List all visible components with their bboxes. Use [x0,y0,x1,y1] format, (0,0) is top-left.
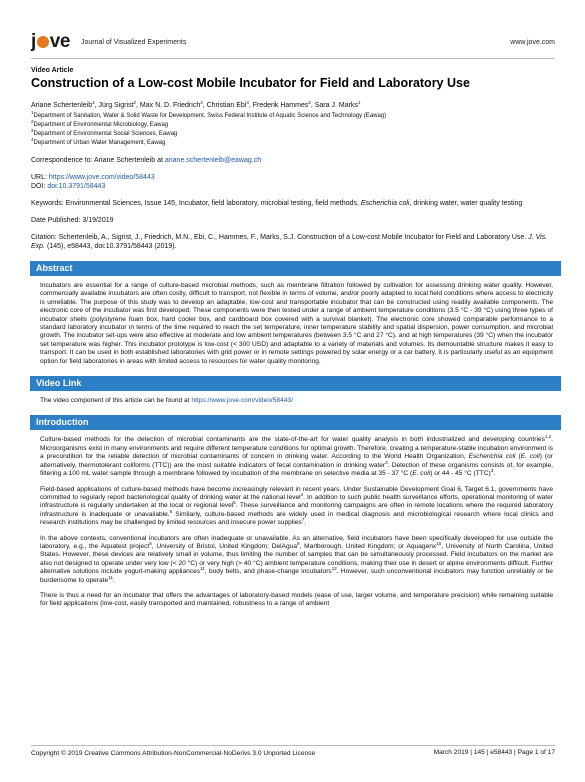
affiliation [31,130,555,139]
affiliation-sup: 3 [31,128,34,133]
journal-name: Journal of Visualized Experiments [81,39,187,46]
video-url-link[interactable]: https://www.jove.com/video/58443/ [191,397,293,405]
author-sup: 2 [308,100,311,105]
affiliation-sup: 4 [31,137,34,142]
page-info: March 2019 | 145 | e58443 | Page 1 of 17 [433,749,555,756]
video-link-label: The video component of this article can be found at [40,397,190,405]
video-link-body [31,397,555,405]
abstract-heading: Abstract [30,261,561,276]
article-url-link[interactable]: https://www.jove.com/video/58443 [48,174,155,181]
abstract-body [31,282,555,366]
keywords-text-end: , drinking water, water quality testing [409,200,523,207]
citation-text-end: (145), e58443, doi:10.3791/58443 (2019). [46,243,177,250]
article-title: Construction of a Low-cost Mobile Incubator for Field and Laboratory Use [31,76,470,90]
introduction-heading: Introduction [30,415,561,430]
logo-dot-icon [37,36,49,48]
author-sup: 3 [200,100,203,105]
site-url[interactable]: www.jove.com [510,39,555,46]
article-content [31,66,555,616]
keywords-label: Keywords: [31,200,64,207]
url-line [31,173,555,182]
affiliation [31,139,555,148]
introduction-body [31,436,555,608]
date-published: Date Published: 3/19/2019 [31,217,114,224]
author-sup: 1 [357,100,361,105]
author-sup: 1 [92,100,95,105]
video-link-text [40,397,553,405]
author-name: Max N. D. Friedrich [139,102,201,109]
author-name: Christian Ebi [206,102,247,109]
intro-paragraph-3: In the above contexts, conventional incubators are often inadequate or unavailable. As an alternative, field incubators have been specifically developed for use outside the laboratory, e.g., the Aquatest project$^8$, University of Bristol, United Kingdom; DelAgua$^9$, Marlborough, United Kingdom; or Aquagenx$^{10}$, University of North Carolina, United States. However, these devices are relatively small in volume, thus limiting the number of samples that can be simultaneously processed. Field incubators on the market are also not designed to operate under very low (< 20 °C) or very high (> 40 °C) ambient temperature conditions, making their use in desert or alpine environments difficult. Further alternative solutions include yogurt-making appliances$^{11}$, body belts, and phase-change incubators$^{12}$. However, such unconventional incubators may function unreliably or be burdensome to operate$^{11}$. [40,534,553,584]
author-name: Sara J. Marks [314,102,358,109]
intro-paragraph-2: Field-based applications of culture-based methods have become increasingly relevant in recent years. Under Sustainable Development Goal 6, Target 6.1, governments have committed to regularly report bacteriological quality of drinking water at the national level$^4$. In addition to such public health surveillance efforts, operational monitoring of water infrastructure is regularly undertaken at the local or regional level$^5$. These surveillance and monitoring campaigns are often in remote locations where the required laboratory infrastructure is inadequate or unavailable.$^6$ Similarly, culture-based methods are widely used in medical diagnosis and microbiological research where local clinics and research institutions may be challenged by limited resources and insecure power supplies$^7$. [40,485,553,527]
intro-paragraph-4: There is thus a need for an incubator that offers the advantages of laboratory-based models (ease of use, larger volume, and temperature precision) while remaining suitable for field applications (low-cost, easily transported and maintained, robustness to a range of ambient [40,591,553,608]
keywords-text: Environmental Sciences, Issue 145, Incubator, field laboratory, microbial testing, field methods, [65,200,359,207]
correspondence-email-link[interactable]: ariane.schertenleib@eawag.ch [164,157,262,164]
header-divider [31,58,555,59]
citation [31,233,555,251]
affiliation [31,121,555,130]
affiliation-text: Department of Sanitation, Water & Solid Waste for Development, Swiss Federal Institute of Aquatic Science and Technology (Eawag) [33,113,387,119]
intro-paragraph-1: Culture-based methods for the detection of microbial contaminants are the state-of-the-art for water quality analysis in both industrialized and developing countries$^{1,2}$. Microorganisms exist in many environments and require different temperature conditions for optimal growth. Therefore, creating a temperature-stable incubation environment is a precondition for the reliable detection of microbial contaminants of concern in drinking water. According to the World Health Organization, Escherichia coli (E. coli) (or alternatively, thermotolerant coliforms (TTC)) are the most suitable indicators of fecal contamination in drinking water$^3$. Detection of these organisms consists of, for example, filtering a 100 mL water sample through a membrane followed by incubation of the membrane on selective media at 35 - 37 °C (E. coli) or 44 - 45 °C (TTC)$^3$. [40,434,553,478]
correspondence [31,156,555,165]
author-sup: 4 [246,100,249,105]
author-name: Jürg Sigrist [98,102,134,109]
license-text: Copyright © 2019 Creative Commons Attribution-NonCommercial-NoDerivs 3.0 Unported License [31,750,316,757]
citation-label: Citation: [31,234,57,241]
doi-label: DOI: [31,183,46,190]
abstract-text: Incubators are essential for a range of culture-based microbial methods, such as membrane filtration followed by cultivation for assessing drinking water quality. However, commercially available incubators are often costly, difficult to transport, not flexible in terms of volume, and/or poorly adapted to local field conditions where access to electricity is unreliable. The purpose of this study was to develop an adaptable, low-cost and transportable incubator that can be constructed using readily available components. The electronic core of the incubator was first developed. These components were then tested under a range of ambient temperature conditions (3.5 °C - 39 °C) using three types of incubator shells (polystyrene foam box, hard cooler box, and cardboard box covered with a survival blanket). The electronic core showed comparable performance to a standard laboratory incubator in terms of the time required to reach the set temperature, inner temperature stability and spatial dispersion, power consumption, and microbial growth. The incubator set-ups were also effective at moderate and low ambient temperatures (between 3.5 °C and 27 °C), and at high temperatures (39 °C) when the incubator set temperature was higher. This incubator prototype is low-cost (< 300 USD) and adaptable to a variety of materials and volumes. Its demountable structure makes it easy to transport. It can be used in both established laboratories with grid power or in remote settings powered by solar energy or a car battery. It is particularly useful as an equipment option for field laboratories in areas with limited access to resources for water quality monitoring. [40,282,553,365]
author-sup: 2 [133,100,137,105]
doi-line [31,182,555,191]
url-label: URL: [31,174,47,181]
affiliation-sup: 1 [31,110,34,115]
citation-text: Schertenleib, A., Sigrist, J., Friedrich, M.N., Ebi, C., Hammes, F., Marks, S.J. Construction of a Low-cost Mobile Incubator for Field and Laboratory Use. [58,234,527,241]
correspondence-label: Correspondence to: Ariane Schertenleib at [31,157,163,164]
affiliation [31,112,555,121]
affiliation-text: Department of Urban Water Management, Eawag [33,140,166,146]
doi-link[interactable]: doi:10.3791/58443 [47,183,106,190]
affiliation-text: Department of Environmental Social Sciences, Eawag [33,131,178,137]
page-header [31,32,555,54]
video-link-heading: Video Link [30,376,561,391]
author-name: Frederik Hammes [252,102,309,109]
keywords-italic: Escherichia coli [360,200,410,207]
author-list: Ariane Schertenleib$^1$, Jürg Sigrist$^2$, Max N. D. Friedrich$^3$, Christian Ebi$^4$, Frederik Hammes$^2$, Sara J. Marks$^1$ [31,100,361,109]
jove-logo[interactable]: j ve [31,31,70,52]
author-name: Ariane Schertenleib [31,102,93,109]
footer-divider [31,745,555,746]
affiliation-sup: 2 [31,119,34,124]
citation-journal: J. Vis. Exp. [31,234,548,250]
affiliation-text: Department of Environmental Microbiology, Eawag [33,122,169,128]
article-type: Video Article [31,67,74,74]
keywords [31,199,555,208]
